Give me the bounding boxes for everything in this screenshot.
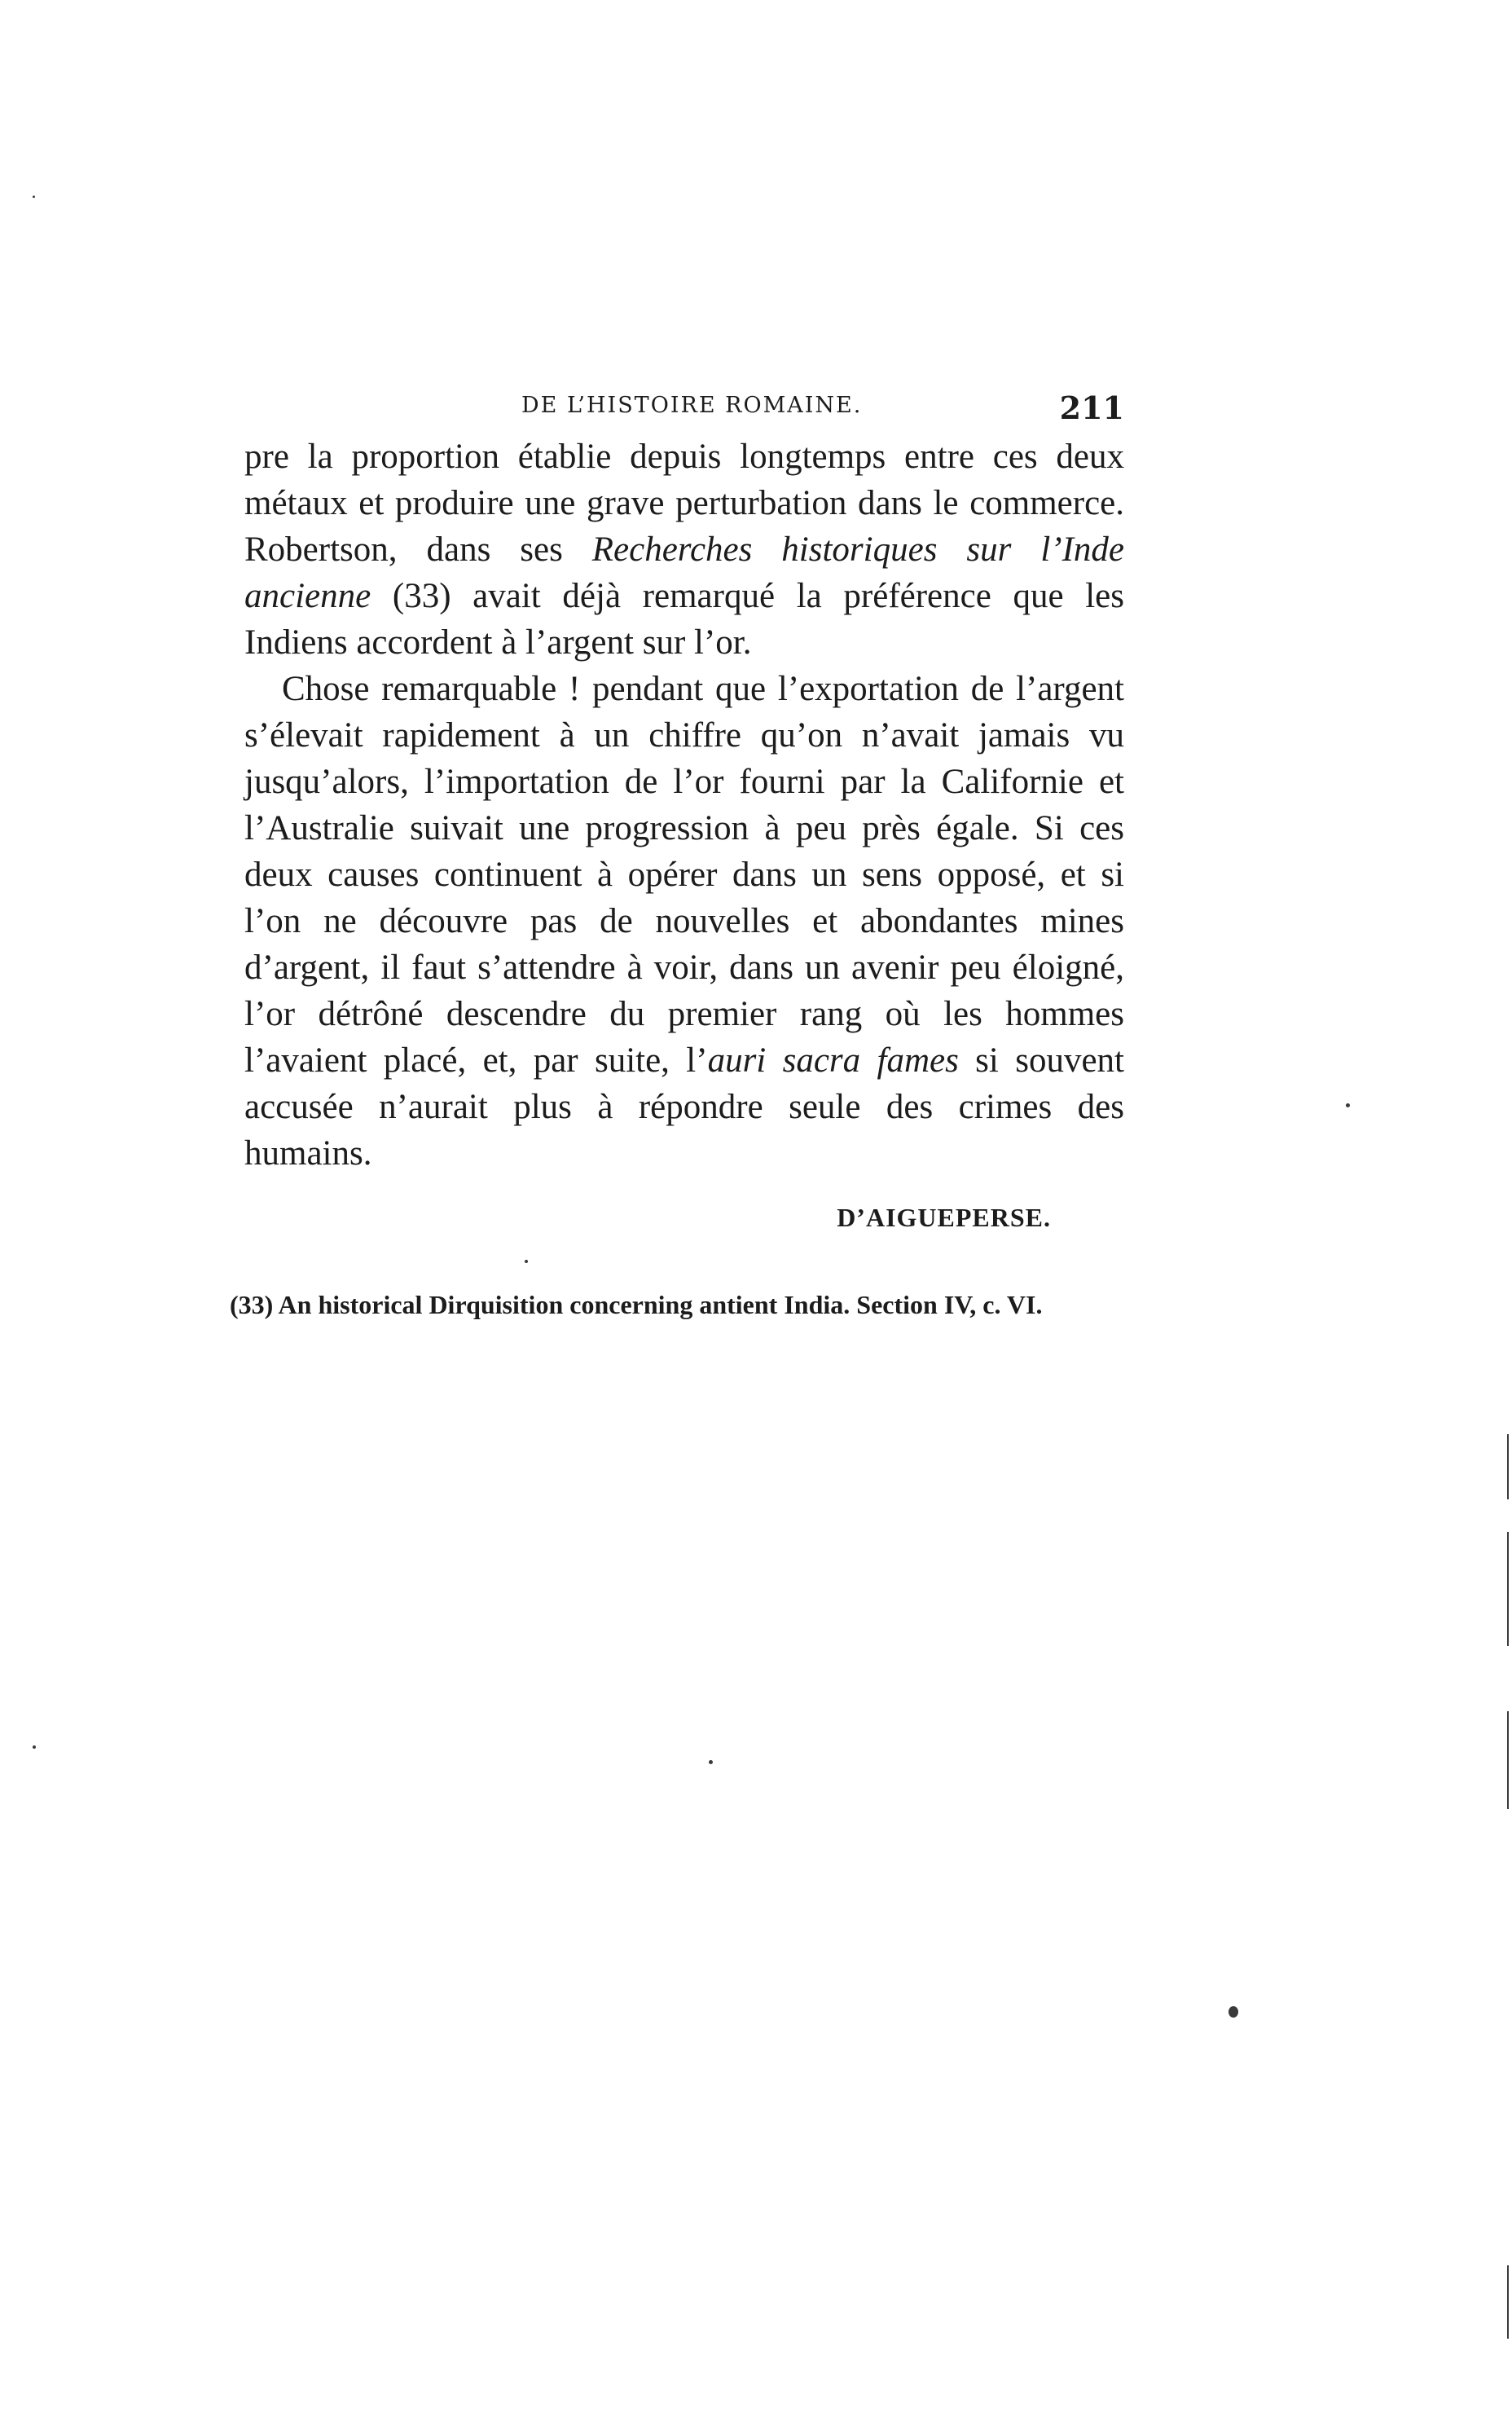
scan-speck — [33, 1745, 36, 1749]
scan-edge-mark — [1507, 1434, 1509, 1499]
scan-speck — [709, 1760, 713, 1764]
book-title-italic: Recherches historiques sur l’Inde ancienne — [244, 530, 1124, 615]
running-header — [244, 390, 1124, 430]
signature-text: D’AIGUEPERSE. — [837, 1203, 1051, 1232]
paragraph-2-text-a: Chose remarquable ! pendant que l’exportation de l’argent s’élevait rapidement à un chiffre qu’on n’avait jamais vu jusqu’alors, l’importation de l’or fourni par la Californie et l’Australie suivait une progression à peu près égale. Si ces deux causes continuent à opérer dans un sens opposé, et si l’on ne découvre pas de nouvelles et abondantes mines d’argent, il faut s’attendre à voir, dans un avenir peu éloigné, l’or détrôné descendre du premier rang où les hommes l’avaient placé, et, par suite, l’ — [244, 670, 1124, 1080]
paragraph-2-text-b: si souvent accusée n’aurait plus à répondre seule des crimes des humains. — [244, 1041, 1124, 1173]
paragraph-1 — [244, 434, 1124, 666]
footnote: (33) An historical Dirquisition concerning antient India. Section IV, c. VI. — [230, 1290, 1043, 1319]
page-number: 211 — [1059, 390, 1124, 426]
scan-edge-mark — [1507, 1532, 1509, 1646]
paragraph-1-text-b: (33) avait déjà remarqué la préférence que les Indiens accordent à l’argent sur l’or. — [244, 577, 1124, 662]
body-text — [244, 434, 1124, 1177]
latin-phrase-italic: auri sacra fames — [707, 1041, 959, 1080]
running-title: DE L’HISTOIRE ROMAINE. — [521, 393, 863, 418]
scan-speck — [1346, 1103, 1350, 1107]
author-signature — [244, 1203, 1124, 1233]
scan-speck — [33, 196, 35, 198]
paragraph-2 — [244, 666, 1124, 1177]
scan-speck — [1228, 2006, 1238, 2018]
scan-speck — [525, 1260, 528, 1263]
scan-edge-mark — [1507, 2265, 1509, 2339]
paragraph-1-text-a: pre la proportion établie depuis longtemps entre ces deux métaux et produire une grave perturbation dans le commerce. Robertson, dans ses — [244, 438, 1124, 569]
scan-edge-mark — [1507, 1711, 1509, 1809]
